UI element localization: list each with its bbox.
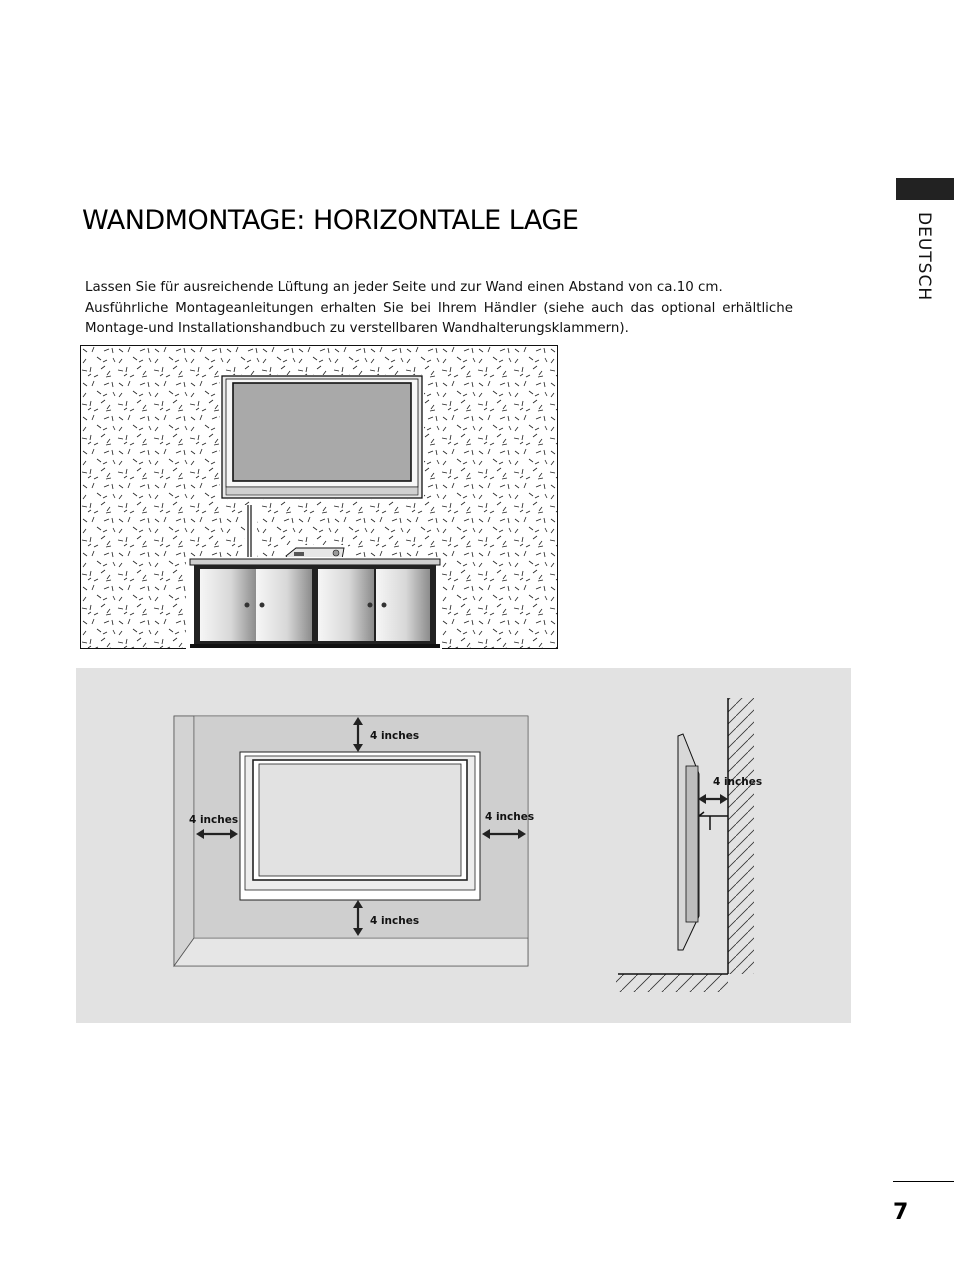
- left-gap-label: 4 inches: [189, 814, 239, 826]
- page-title: WANDMONTAGE: HORIZONTALE LAGE: [82, 205, 579, 236]
- bottom-gap-label: 4 inches: [370, 915, 420, 927]
- intro-line-2: Ausführliche Montageanleitungen erhalten Sie bei Ihrem Händler (siehe auch das optional erhältliche Montage-und Installationshandbuch zu verstellbaren Wandhalterungsklammern).: [85, 300, 793, 336]
- wall-mount-illustration: [80, 345, 558, 649]
- language-label: DEUTSCH: [914, 212, 934, 302]
- right-gap-label: 4 inches: [485, 811, 535, 823]
- intro-text: [85, 278, 793, 340]
- spacing-diagram-panel: [76, 668, 851, 1023]
- language-tab-marker: [896, 178, 954, 200]
- front-view-diagram: [174, 716, 534, 966]
- side-view-diagram: [616, 698, 762, 992]
- page-number-rule: [893, 1181, 954, 1182]
- intro-line-1: Lassen Sie für ausreichende Lüftung an jeder Seite und zur Wand einen Abstand von ca.10 cm.: [85, 280, 723, 295]
- spacing-diagrams: [76, 668, 851, 1023]
- side-gap-label: 4 inches: [713, 776, 763, 788]
- page-number: 7: [893, 1200, 909, 1225]
- top-gap-label: 4 inches: [370, 730, 420, 742]
